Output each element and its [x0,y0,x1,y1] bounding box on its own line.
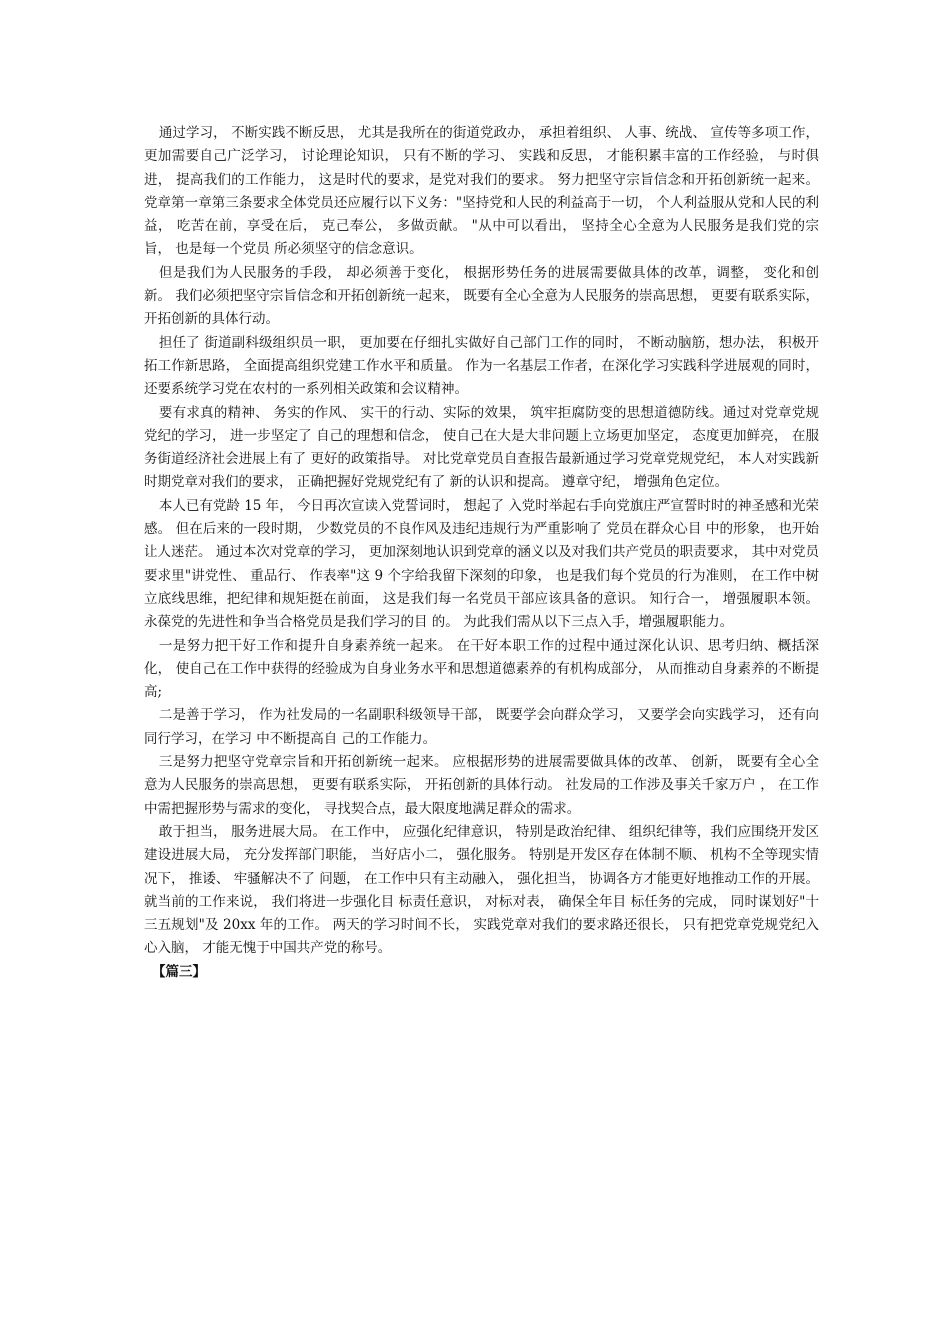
paragraph-8: 三是努力把坚守党章宗旨和开拓创新统一起来。 应根据形势的进展需要做具体的改革、 创新， 既要有全心全意为人民服务的崇高思想， 更要有联系实际， 开拓创新的具体行动。 社发局的工作涉及事关千家万户 ， 在工作中需把握形势与需求的变化， 寻找契合点，最大限度地满足群众的需求。 [144,754,819,817]
paragraph-7: 二是善于学习， 作为社发局的一名副职科级领导干部， 既要学会向群众学习， 又要学会向实践学习， 还有向同行学习，在学习 中不断提高自 己的工作能力。 [144,707,819,747]
section-heading: 【篇三】 [152,963,206,980]
paragraph-2: 但是我们为人民服务的手段， 却必须善于变化， 根据形势任务的进展需要做具体的改革，调整， 变化和创新。 我们必须把坚守宗旨信念和开拓创新统一起来， 既要有全心全意为人民服务的崇高思想， 更要有联系实际， 开拓创新的具体行动。 [144,264,819,328]
paragraph-9: 敢于担当， 服务进展大局。 在工作中， 应强化纪律意识， 特别是政治纪律、 组织纪律等，我们应围绕开发区建设进展大局， 充分发挥部门职能， 当好店小二， 强化服务。 特别是开发区存在体制不顺、 机构不全等现实情况下， 推诿、 牢骚解决不了 问题， 在工作中只有主动融入， 强化担当， 协调各方才能更好地推动工作的开展。就当前的工作来说， 我们将进一步强化目 标责任意识， 对标对表， 确保全年目 标任务的完成， 同时谋划好"十三五规划"及 20xx 年的工作。 两天的学习时间不长， 实践党章对我们的要求路还很长， 只有把党章党规党纪入心入脑， 才能无愧于中国共产党的称号。 [144,823,819,957]
paragraph-4: 要有求真的精神、 务实的作风、 实干的行动、实际的效果， 筑牢拒腐防变的思想道德防线。通过对党章党规党纪的学习， 进一步坚定了 自己的理想和信念， 使自己在大是大非问题上立场更加坚定， 态度更加鲜亮， 在服务街道经济社会进展上有了 更好的政策指导。 对比党章党员自查报告最新通过学习党章党规党纪， 本人对实践新时期党章对我们的要求， 正确把握好党规党纪有了 新的认识和提高。 遵章守纪， 增强角色定位。 [144,404,819,491]
paragraph-6: 一是努力把干好工作和提升自身素养统一起来。 在干好本职工作的过程中通过深化认识、思考归纳、概括深化， 使自己在工作中获得的经验成为自身业务水平和思想道德素养的有机构成部分， 从而推动自身素养的不断提高; [144,637,819,701]
paragraph-1: 通过学习， 不断实践不断反思， 尤其是我所在的街道党政办， 承担着组织、 人事、统战、 宣传等多项工作， 更加需要自己广泛学习， 讨论理论知识， 只有不断的学习、 实践和反思， 才能积累丰富的工作经验， 与时俱进， 提高我们的工作能力， 这是时代的要求，是党对我们的要求。 努力把坚守宗旨信念和开拓创新统一起来。 党章第一章第三条要求全体党员还应履行以下义务："坚持党和人民的利益高于一切， 个人利益服从党和人民的利益， 吃苦在前，享受在后， 克己奉公， 多做贡献。 "从中可以看出， 坚持全心全意为人民服务是我们党的宗旨， 也是每一个党员 所必须坚守的信念意识。 [144,125,819,258]
document-body [144,122,819,984]
paragraph-3: 担任了 街道副科级组织员一职， 更加要在仔细扎实做好自己部门工作的同时， 不断动脑筋，想办法， 积极开拓工作新思路， 全面提高组织党建工作水平和质量。 作为一名基层工作者，在深化学习实践科学进展观的同时， 还要系统学习党在农村的一系列相关政策和会议精神。 [144,334,819,398]
paragraph-5: 本人已有党龄 15 年， 今日再次宣读入党誓词时， 想起了 入党时举起右手向党旗庄严宣誓时时的神圣感和光荣感。 但在后来的一段时期， 少数党员的不良作风及违纪违规行为严重影响了 党员在群众心目 中的形象， 也开始让人迷茫。 通过本次对党章的学习， 更加深刻地认识到党章的涵义以及对我们共产党员的职责要求， 其中对党员要求里"讲党性、 重品行、 作表率"这 9 个字给我留下深刻的印象， 也是我们每个党员的行为准则， 在工作中树立底线思维，把纪律和规矩挺在前面， 这是我们每一名党员干部应该具备的意识。 知行合一， 增强履职本领。 永葆党的先进性和争当合格党员是我们学习的目 的。 为此我们需从以下三点入手，增强履职能力。 [144,497,819,631]
